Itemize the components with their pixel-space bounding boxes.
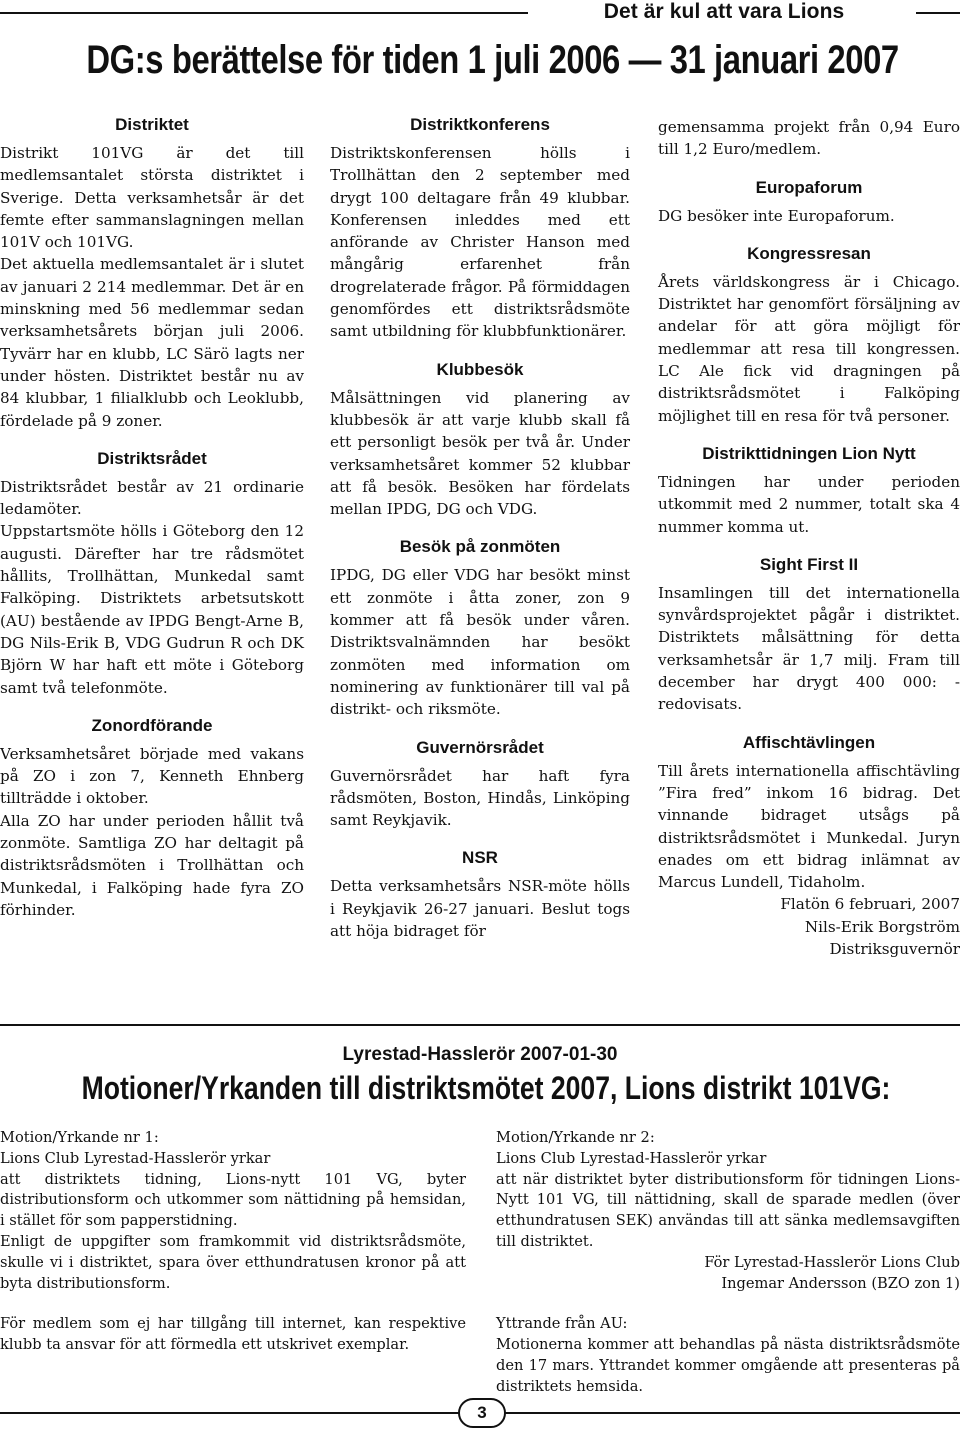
header-rule-right [916,12,960,14]
heading-sight-first: Sight First II [759,554,859,574]
heading-affischtavlingen: Affischtävlingen [742,732,876,752]
paragraph: Insamlingen till det internationella synvårdsprojektet pågår i distriktet. Distriktets målsättning för detta verksamhetsår är 1,7 milj. Fram till december har drygt 400 000: - redovisats. [658,583,960,714]
heading-klubbesok: Klubbesök [436,359,524,379]
paragraph: Alla ZO har under perioden hållit två zonmöte. Samtliga ZO har deltagit på distriktsrådsmöten i Trollhättan och Munkedal, i Falköping hade fyra ZO förhinder. [0,811,304,919]
motion-2-signature-club: För Lyrestad-Hasslerör Lions Club [704,1253,960,1271]
motion-2-body: att när distriktet byter distributionsform för tidningen Lions-Nytt 101 VG, till nättidning, skall de sparade medlen (över etthundratusen SEK) användas till att sänka medlemsavgiften till distriktet. [496,1170,960,1250]
page-headline: DG:s berättelse för tiden 1 juli 2006 — 31 januari 2007 [86,38,899,82]
paragraph: Distriktsrådet består av 21 ordinarie ledamöter. [0,477,304,519]
heading-distriktkonferens: Distriktkonferens [410,115,550,134]
heading-distriktsradet: Distriktsrådet [97,448,207,468]
paragraph: Målsättningen vid planering av klubbesök är att varje klubb skall få ett personligt besök per två år. Under verksamhetsåret kommer 52 klubbar att få besök. Besöken har fördelats mellan IPDG, DG och VDG. [330,388,630,519]
page-number: 3 [458,1398,506,1428]
motion-1-title: Motion/Yrkande nr 1: [0,1129,159,1146]
paragraph: Distrikt 101VG är det till medlemsantalet största distriktet i Sverige. Detta verksamhetsår är det femte efter sammanslagningen mellan 101V och 101VG. [0,144,304,252]
paragraph: Distriktskonferensen hölls i Trollhättan den 2 september med drygt 100 deltagare från 49 klubbar. Konferensen inleddes med ett anförande av Christer Hanson med mångårig erfarenhet från drogrelaterade frågor. På förmiddagen genomfördes ett distriktsrådsmöte samt utbildning för klubbfunktionärer. [330,144,630,341]
heading-guvernorsradet: Guvernörsrådet [416,737,544,757]
heading-distriktet: Distriktet [115,115,189,134]
signature-role: Distriksguvernör [829,940,960,959]
paragraph: DG besöker inte Europaforum. [658,206,895,225]
motion-2-title: Motion/Yrkande nr 2: [496,1129,655,1146]
heading-zonmoten: Besök på zonmöten [399,537,561,557]
heading-zonordforande: Zonordförande [91,715,213,735]
motion-2-club: Lions Club Lyrestad-Hasslerör yrkar [496,1149,767,1167]
paragraph: IPDG, DG eller VDG har besökt minst ett zonmöte i åtta zoner, zon 9 kommer att få besök under våren. Distriktsvalnämnden har besökt zonmöten med information om nominering av funktionärer till val på distrikt- och riksmöte. [330,566,630,719]
motion-1 [0,1128,466,1356]
heading-europaforum: Europaforum [755,177,863,197]
motion-1-body-2: Enligt de uppgifter som framkommit vid distriktsrådsmöte, skulle vi i distriktet, spara över etthundratusen kronor på att byta distributionsform. [0,1232,466,1292]
au-statement-title: Yttrande från AU: [496,1315,628,1333]
motions-dateline: Lyrestad-Hasslerör 2007-01-30 [342,1044,618,1065]
paragraph: Årets världskongress är i Chicago. Distriktet har genomfört försäljning av andelar för att göra möjligt för medlemmar att resa till kongressen. LC Ale fick vid dragningen på distriktsrådsmötet i Falköping möjlighet till en resa för två personer. [658,272,960,425]
page-header [0,0,960,28]
signature-name: Nils-Erik Borgström [804,917,960,936]
paragraph: gemensamma projekt från 0,94 Euro till 1,2 Euro/medlem. [658,118,960,159]
motion-2 [496,1128,960,1398]
section-label: Det är kul att vara Lions [603,0,845,23]
paragraph: Uppstartsmöte hölls i Göteborg den 12 augusti. Därefter har tre rådsmötet hållits, Trollhättan, Munkedal samt Falköping. Distriktets arbetsutskott (AU) bestående av IPDG Bengt-Arne B, DG Nils-Erik B, VDG Gudrun R och DK Björn W har haft ett möte i Göteborg samt två telefonmöte. [0,522,304,697]
signature-place: Flatön 6 februari, 2007 [780,895,960,914]
motion-1-body: att distriktets tidning, Lions-nytt 101 VG, byter distributionsform och utkommer som nättidning på hemsidan, i stället för som papperstidning. [0,1170,466,1230]
paragraph: Detta verksamhetsårs NSR-möte hölls i Reykjavik 26-27 januari. Beslut togs att höja bidraget för [330,877,630,941]
header-rule-left [0,12,528,14]
heading-nsr: NSR [462,848,498,868]
column-2 [330,114,630,942]
paragraph: Verksamhetsåret började med vakans på ZO i zon 7, Kenneth Ehnberg tillträdde i oktober. [0,744,304,808]
au-statement-body: Motionerna kommer att behandlas på nästa distriktsrådsmöte den 17 mars. Yttrandet kommer omgående att presenteras på distriktets hemsida. [496,1336,960,1395]
paragraph: Till årets internationella affischtävling ”Fira fred” inkom 16 bidrag. Det vinnande bidraget utsågs på distriktsrådsmötet i Munkedal. Juryn enades om ett bidrag inlämnat av Marcus Lundell, Tidaholm. [658,761,960,892]
column-1 [0,114,304,921]
motion-2-signature-name: Ingemar Andersson (BZO zon 1) [721,1274,960,1292]
column-3 [658,116,960,960]
motions-headline: Motioner/Yrkanden till distriktsmötet 2007, Lions distrikt 101VG: [81,1070,891,1106]
paragraph: Guvernörsrådet har haft fyra rådsmöten, Boston, Hindås, Linköping samt Reykjavik. [330,766,630,830]
section-divider [0,1024,960,1026]
motion-1-note: För medlem som ej har tillgång till internet, kan respektive klubb ta ansvar för att förmedla ett utskrivet exemplar. [0,1315,466,1354]
paragraph: Tidningen har under perioden utkommit med 2 nummer, totalt ska 4 nummer komma ut. [658,472,960,536]
heading-lion-nytt: Distrikttidningen Lion Nytt [702,443,916,463]
heading-kongressresan: Kongressresan [747,243,871,263]
motion-1-club: Lions Club Lyrestad-Hasslerör yrkar [0,1149,271,1167]
paragraph: Det aktuella medlemsantalet är i slutet av januari 2 214 medlemmar. Det är en minskning med 56 medlemmar sedan verksamhetsårets början juli 2006. Tyvärr har en klubb, LC Särö lagts ner under hösten. Distriktet består nu av 84 klubbar, 1 filialklubb och Leoklubb, fördelade på 9 zoner. [0,255,304,430]
